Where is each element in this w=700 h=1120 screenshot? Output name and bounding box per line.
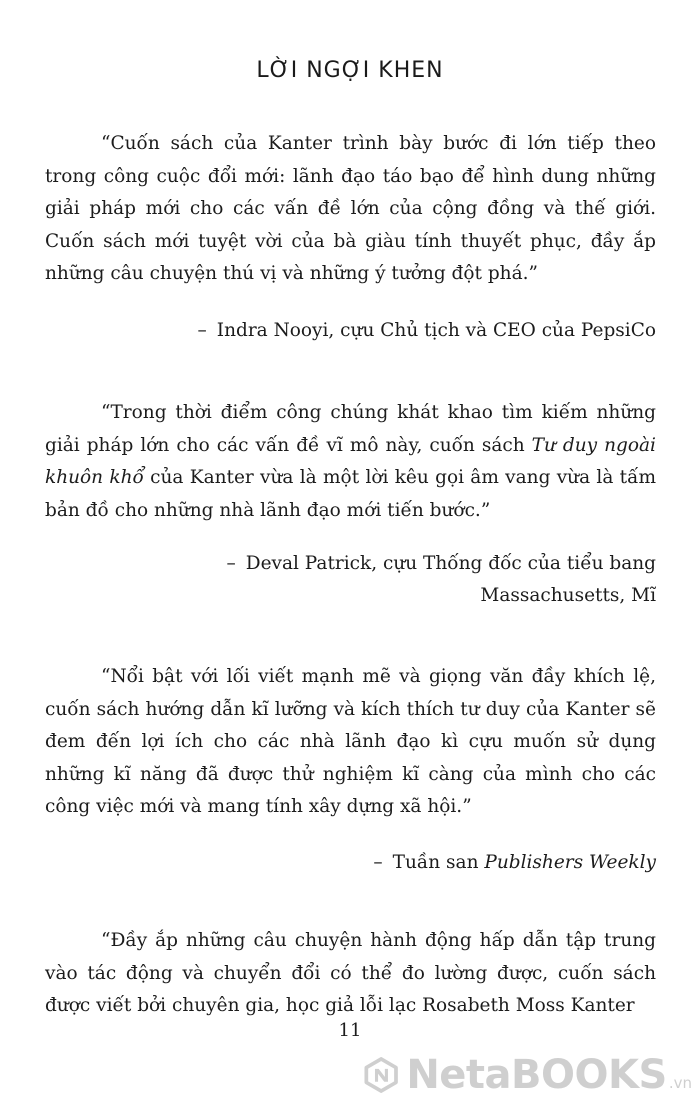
page-title: LỜI NGỢI KHEN — [256, 58, 444, 83]
quote-1-author: Indra Nooyi, cựu Chủ tịch và CEO của PepsiCo — [216, 320, 656, 341]
quote-3-author-italic: Publishers Weekly — [484, 852, 656, 873]
quote-2-author-line2: Massachusetts, Mĩ — [480, 585, 656, 606]
quote-3-author-prefix: Tuần san — [392, 852, 479, 873]
quote-2-text-after: của Kanter vừa là một lời kêu gọi âm vang vừa là tấm bản đồ cho những nhà lãnh đạo mới tiến bước.” — [45, 467, 656, 521]
quote-2-author-line1: Deval Patrick, cựu Thống đốc của tiểu bang — [245, 553, 656, 574]
page-number: 11 — [338, 1020, 362, 1041]
quote-1-text: “Cuốn sách của Kanter trình bày bước đi lớn tiếp theo trong công cuộc đổi mới: lãnh đạo táo bạo để hình dung những giải pháp mới cho các vấn đề lớn của cộng đồng và thế giới. Cuốn sách mới tuyệt vời của bà giàu tính thuyết phục, đầy ắp những câu chuyện thú vị và những ý tưởng đột phá.” — [45, 133, 656, 284]
netabooks-logo-icon — [362, 1044, 400, 1106]
quote-4-text: “Đầy ắp những câu chuyện hành động hấp dẫn tập trung vào tác động và chuyển đổi có thể đo lường được, cuốn sách được viết bởi chuyên gia, học giả lỗi lạc Rosabeth Moss Kanter — [45, 930, 656, 1016]
quote-3-text: “Nổi bật với lối viết mạnh mẽ và giọng văn đầy khích lệ, cuốn sách hướng dẫn kĩ lưỡng và kích thích tư duy của Kanter sẽ đem đến lợi ích cho các nhà lãnh đạo kì cựu muốn sử dụng những kĩ năng đã được thử nghiệm kĩ càng của mình cho các công việc mới và mang tính xây dựng xã hội.” — [45, 666, 656, 817]
quote-2-attribution — [96, 548, 656, 612]
attribution-dash: – — [197, 320, 207, 341]
book-title-italic: Tư duy ngoài khuôn khổ — [45, 434, 656, 488]
attribution-dash: – — [373, 852, 383, 873]
quote-3-attribution — [96, 847, 656, 879]
publisher-watermark — [362, 1040, 692, 1110]
quote-2-text — [45, 397, 656, 527]
quote-1-attribution — [96, 315, 656, 347]
watermark-suffix: .vn — [668, 1074, 692, 1092]
watermark-text: NetaBOOKS — [406, 1052, 667, 1098]
attribution-dash: – — [226, 553, 236, 574]
quote-2-text-before: “Trong thời điểm công chúng khát khao tìm kiếm những giải pháp lớn cho các vấn đề vĩ mô này, cuốn sách — [45, 402, 656, 456]
